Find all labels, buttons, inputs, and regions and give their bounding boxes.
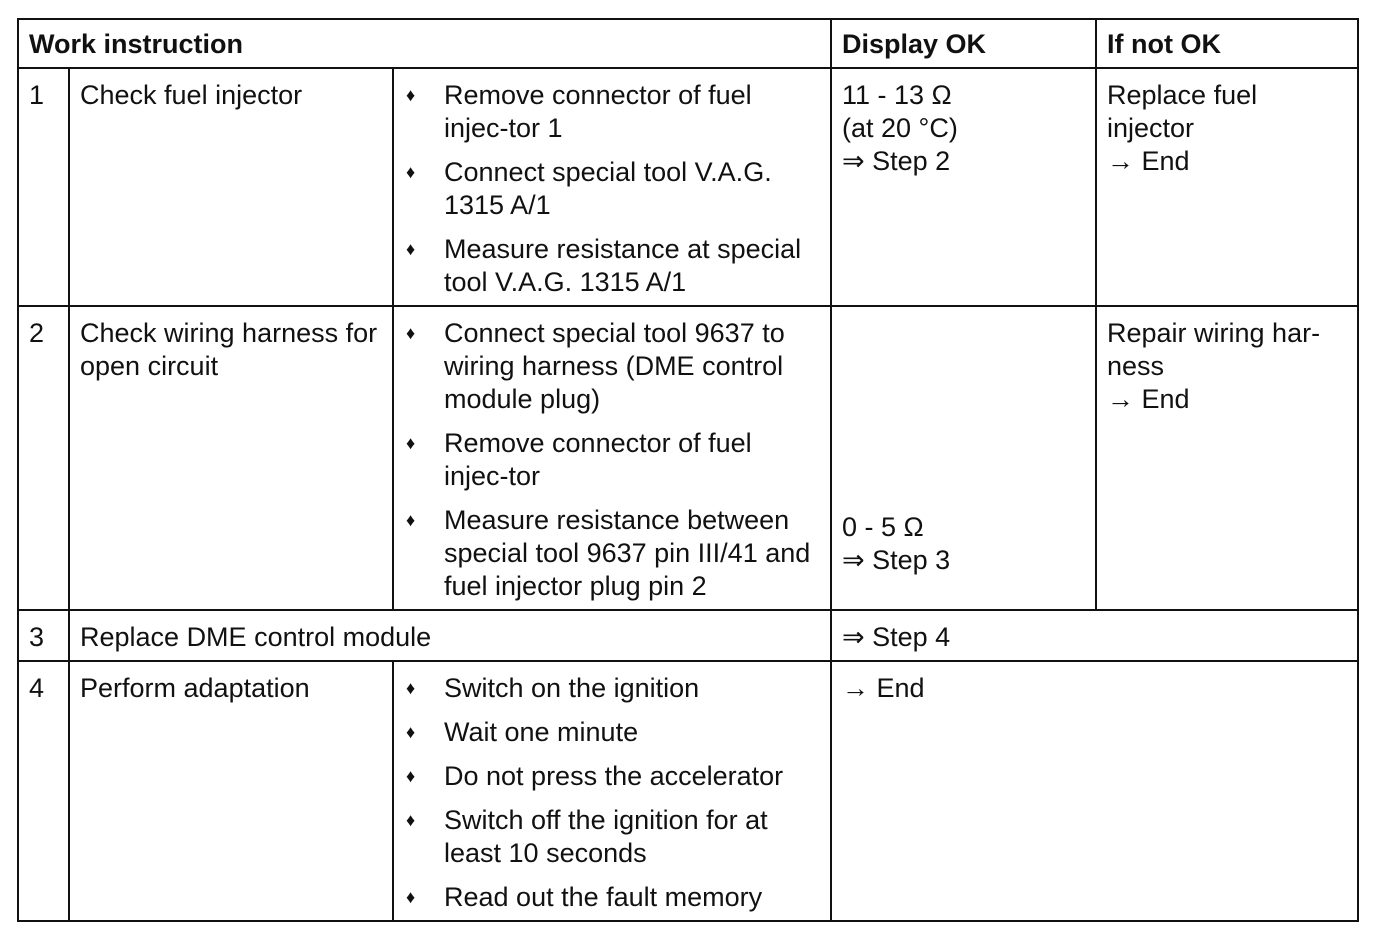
action-text: Do not press the accelerator [444,761,784,791]
action-item [404,504,820,603]
work-instruction-table [17,18,1359,922]
if-not-ok-action: Repair wiring har- [1107,318,1321,348]
table-row [18,661,1358,921]
if-not-ok-action: Replace fuel injector [1107,80,1258,143]
step-actions [393,68,831,306]
table-row [18,306,1358,610]
table-row [18,610,1358,661]
action-item [404,427,820,493]
action-text: Remove connector of fuel injec-tor 1 [444,80,752,143]
header-display-ok: Display OK [831,19,1096,68]
header-if-not-ok: If not OK [1096,19,1358,68]
diamond-bullet-icon: ♦ [406,766,416,786]
diamond-bullet-icon: ♦ [406,239,416,259]
action-text: Measure resistance at special tool V.A.G. 1315 A/1 [444,234,802,297]
display-ok-spacer [842,317,1085,511]
display-ok-value: 11 - 13 Ω [842,80,952,110]
if-not-ok-next: → End [1107,384,1190,414]
step-number: 3 [18,610,69,661]
action-item [404,79,820,145]
step-actions [393,306,831,610]
if-not-ok-cell [1096,68,1358,306]
diamond-bullet-icon: ♦ [406,810,416,830]
action-item [404,156,820,222]
diamond-bullet-icon: ♦ [406,510,416,530]
action-item [404,881,820,914]
diamond-bullet-icon: ♦ [406,678,416,698]
step-number: 4 [18,661,69,921]
action-item [404,804,820,870]
display-ok-cell: ⇒ Step 4 [831,610,1358,661]
display-ok-condition: (at 20 °C) [842,113,958,143]
diamond-bullet-icon: ♦ [406,162,416,182]
diamond-bullet-icon: ♦ [406,887,416,907]
step-number: 1 [18,68,69,306]
step-task: Perform adaptation [69,661,393,921]
step-task: Check wiring harness for open circuit [69,306,393,610]
step-number: 2 [18,306,69,610]
action-text: Remove connector of fuel injec-tor [444,428,752,491]
display-ok-value: 0 - 5 Ω [842,512,924,542]
display-ok-cell: → End [831,661,1358,921]
diamond-bullet-icon: ♦ [406,722,416,742]
action-text: Connect special tool 9637 to wiring harness (DME control module plug) [444,318,785,414]
diamond-bullet-icon: ♦ [406,323,416,343]
action-text: Read out the fault memory [444,882,763,912]
action-text: Switch on the ignition [444,673,700,703]
action-text: Measure resistance between special tool 9637 pin III/41 and fuel injector plug pin 2 [444,505,811,601]
if-not-ok-cell [1096,306,1358,610]
if-not-ok-next: → End [1107,146,1190,176]
display-ok-next-step: ⇒ Step 2 [842,146,951,176]
action-item [404,317,820,416]
if-not-ok-action: ness [1107,351,1165,381]
action-item [404,233,820,299]
action-text: Wait one minute [444,717,639,747]
action-text: Connect special tool V.A.G. 1315 A/1 [444,157,772,220]
display-ok-next-step: ⇒ Step 3 [842,545,951,575]
display-ok-cell [831,306,1096,610]
action-item [404,716,820,749]
diamond-bullet-icon: ♦ [406,433,416,453]
step-actions [393,661,831,921]
step-task: Check fuel injector [69,68,393,306]
header-work-instruction: Work instruction [18,19,831,68]
display-ok-cell [831,68,1096,306]
table-row [18,68,1358,306]
step-task: Replace DME control module [69,610,831,661]
action-item [404,760,820,793]
action-item [404,672,820,705]
header-row [18,19,1358,68]
action-text: Switch off the ignition for at least 10 seconds [444,805,768,868]
diamond-bullet-icon: ♦ [406,85,416,105]
